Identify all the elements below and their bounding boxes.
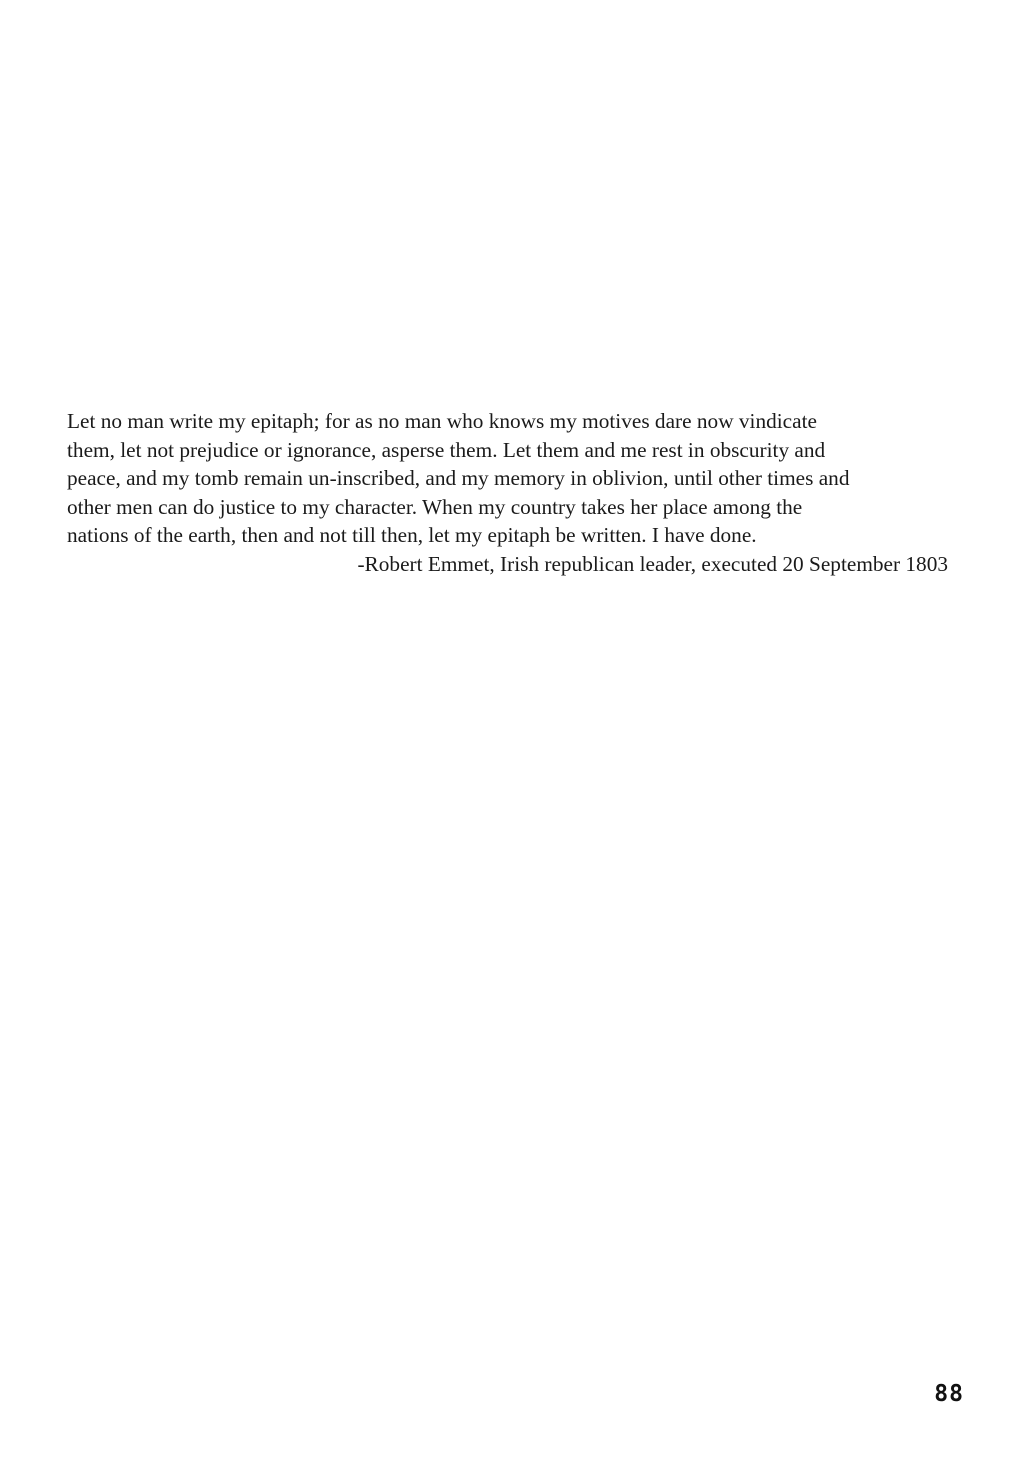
quote-line-3: peace, and my tomb remain un-inscribed, and my memory in oblivion, until other times and [67, 466, 850, 491]
quote-line-1: Let no man write my epitaph; for as no man who knows my motives dare now vindicate [67, 409, 817, 433]
epitaph-quote [67, 407, 957, 579]
quote-line-2: them, let not prejudice or ignorance, asperse them. Let them and me rest in obscurity and [67, 437, 826, 462]
quote-attribution: -Robert Emmet, Irish republican leader, executed 20 September 1803 [357, 551, 948, 576]
quote-line-5: nations of the earth, then and not till then, let my epitaph be written. I have done. [67, 523, 757, 548]
quote-line-4: other men can do justice to my character. When my country takes her place among the [67, 494, 803, 519]
page-number: 88 [934, 1381, 964, 1407]
